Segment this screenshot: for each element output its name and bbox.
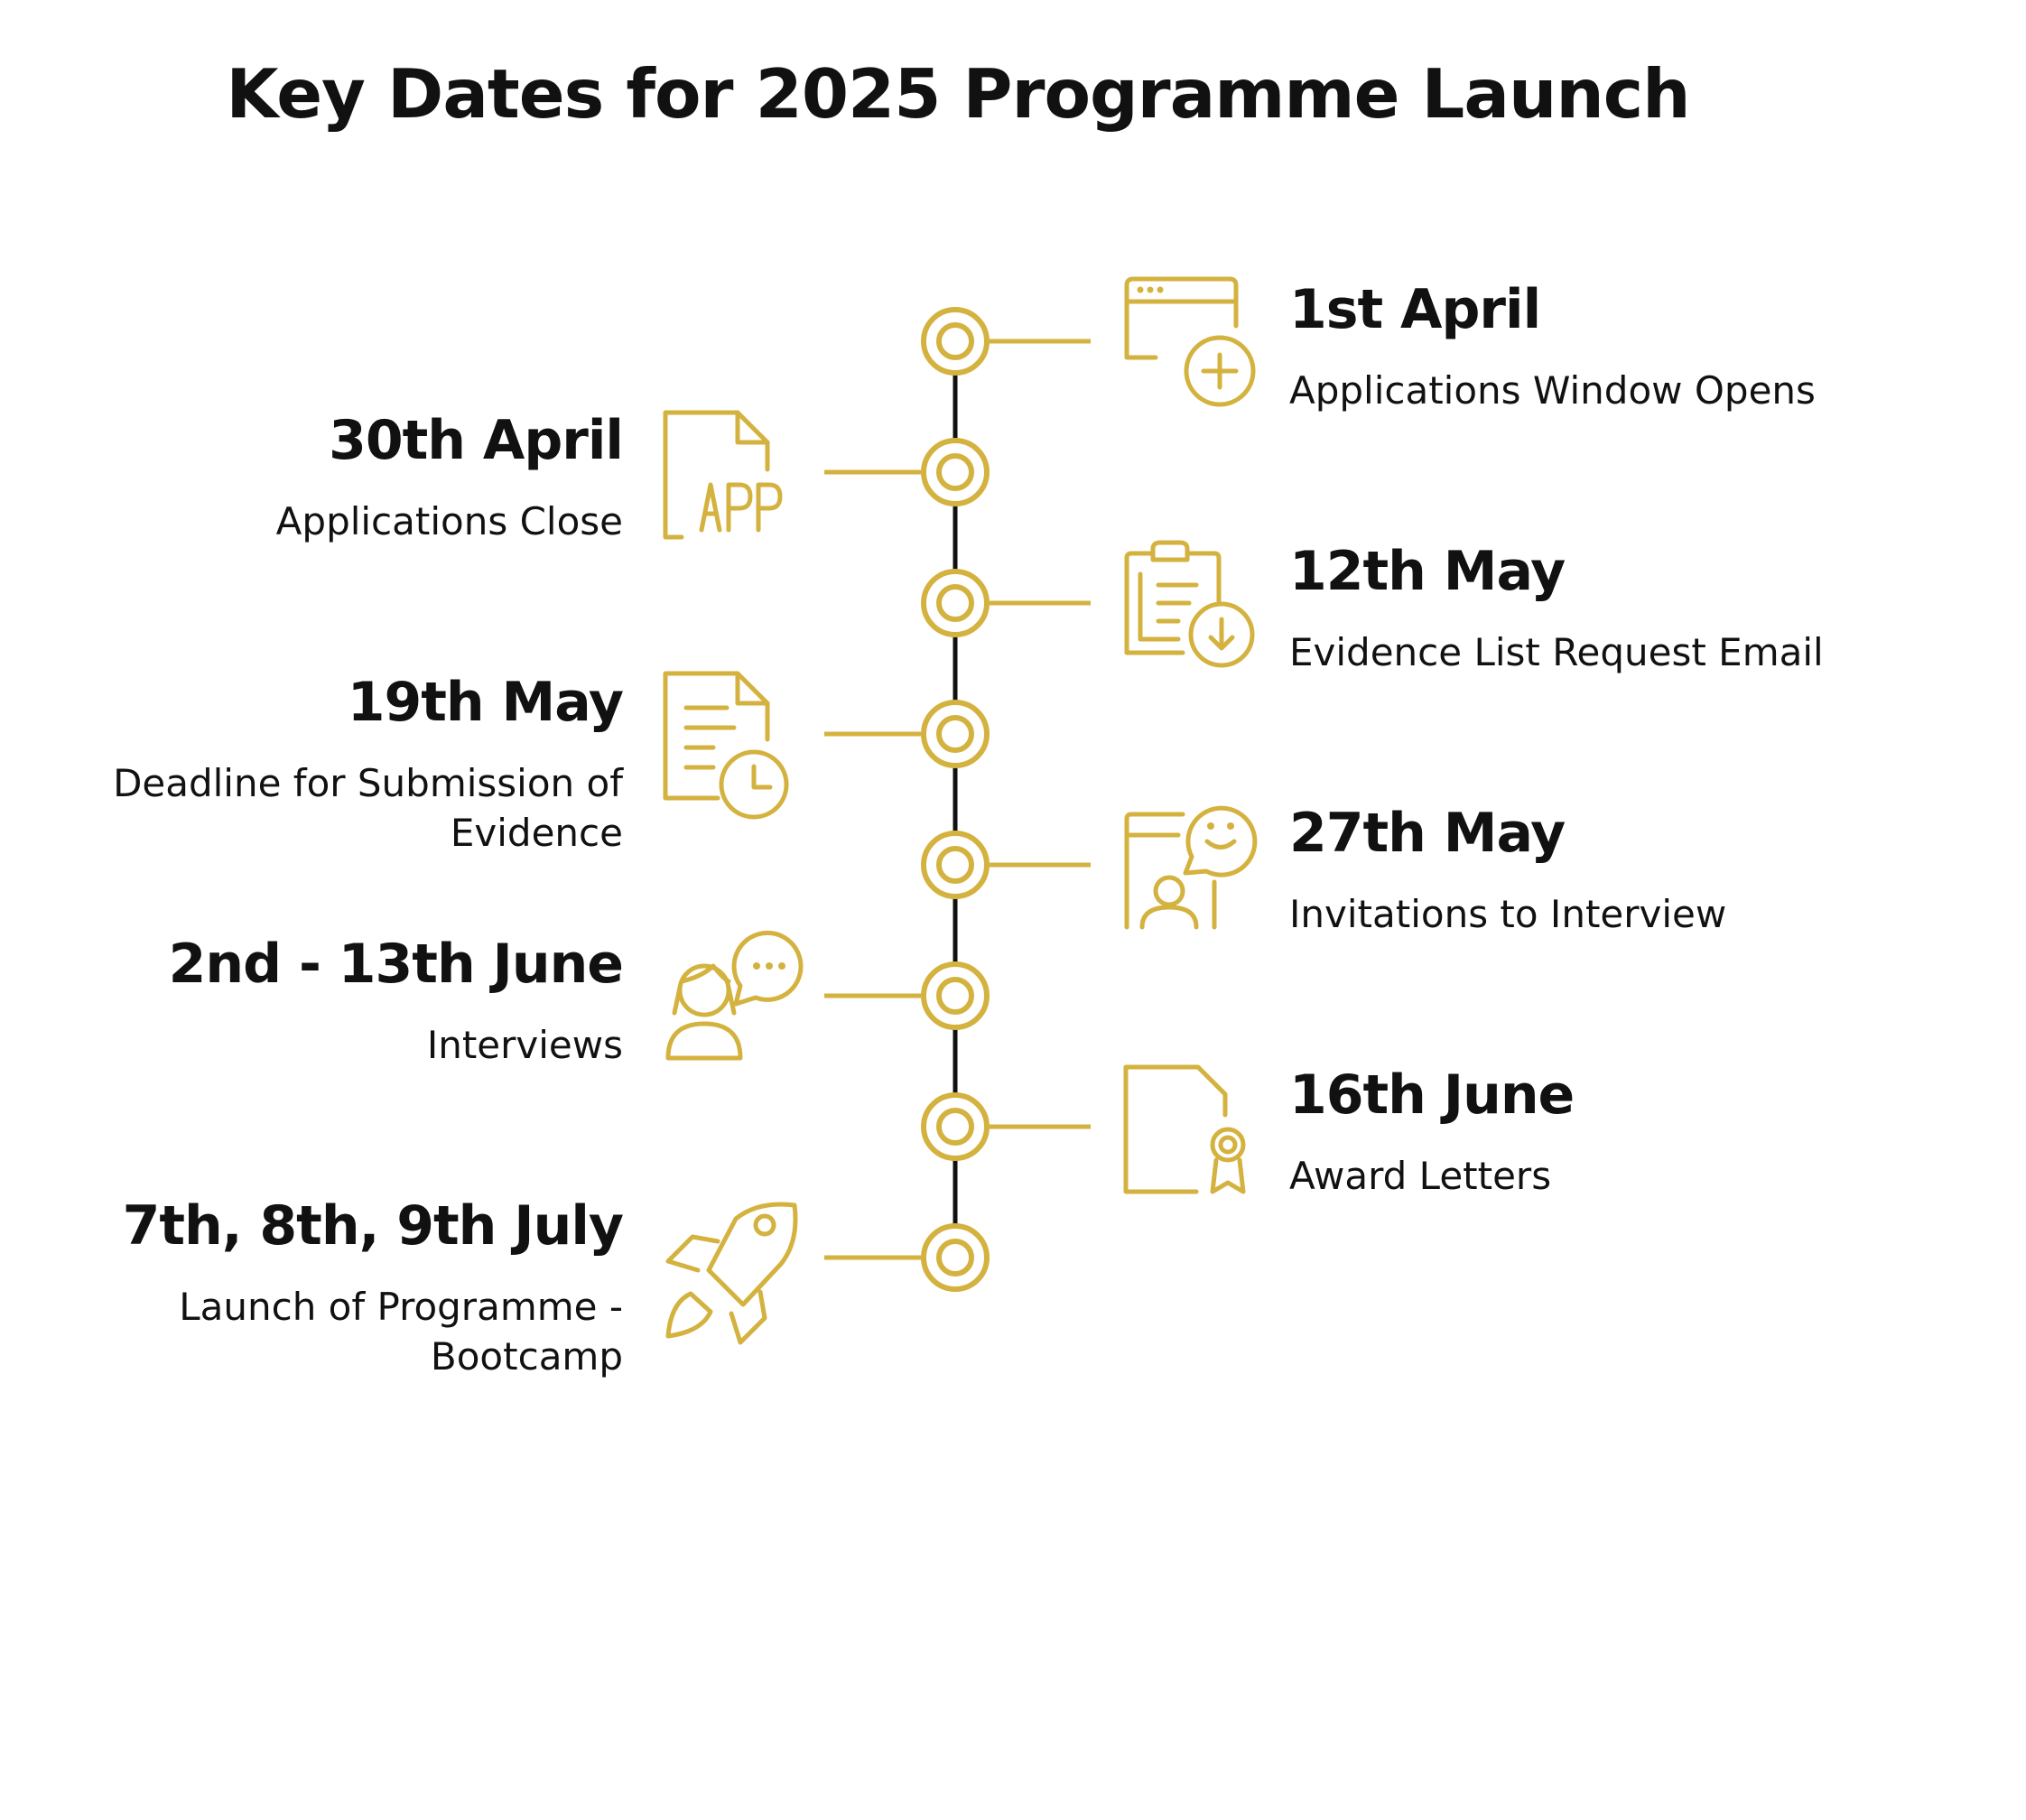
timeline-node <box>924 1226 987 1289</box>
event-date: 1st April <box>1289 278 1541 341</box>
document-clock-icon <box>665 673 786 817</box>
page-title: Key Dates for 2025 Programme Launch <box>226 54 1690 134</box>
timeline-entry-interviews <box>81 934 623 1071</box>
timeline-entry-award-letters <box>1289 1065 1903 1202</box>
timeline-entry-interview-invitations <box>1289 803 1903 940</box>
event-label: Deadline for Submission of Evidence <box>113 761 623 855</box>
timeline-node <box>924 1095 987 1158</box>
timeline-node <box>924 702 987 766</box>
timeline-node <box>924 310 987 373</box>
event-date: 27th May <box>1289 802 1566 865</box>
event-date: 16th June <box>1289 1063 1575 1127</box>
timeline-entry-evidence-request <box>1289 542 1903 678</box>
event-label: Award Letters <box>1289 1154 1552 1198</box>
timeline-entry-applications-close <box>81 411 623 547</box>
event-label: Interviews <box>426 1023 623 1067</box>
event-date: 12th May <box>1289 540 1566 603</box>
event-label: Evidence List Request Email <box>1289 630 1824 674</box>
app-file-icon <box>665 413 780 537</box>
event-date: 19th May <box>347 671 623 734</box>
clipboard-download-icon <box>1127 543 1252 665</box>
event-label: Applications Close <box>275 499 623 543</box>
browser-add-icon <box>1127 279 1253 404</box>
event-date: 30th April <box>329 409 623 472</box>
timeline-entry-evidence-deadline <box>81 673 623 858</box>
event-label: Invitations to Interview <box>1289 892 1727 936</box>
event-label: Applications Window Opens <box>1289 368 1816 413</box>
timeline-node <box>924 571 987 635</box>
document-award-icon <box>1126 1067 1243 1192</box>
person-chat-icon <box>668 933 801 1058</box>
timeline-node <box>924 441 987 504</box>
timeline-entry-applications-open <box>1289 280 1903 416</box>
video-call-smile-icon <box>1127 808 1255 927</box>
timeline-entry-programme-launch <box>81 1196 623 1381</box>
event-date: 2nd - 13th June <box>168 933 623 996</box>
timeline-node <box>924 833 987 896</box>
rocket-icon <box>668 1204 795 1342</box>
event-label: Launch of Programme - Bootcamp <box>179 1285 623 1379</box>
timeline-node <box>924 964 987 1027</box>
event-date: 7th, 8th, 9th July <box>122 1194 623 1258</box>
